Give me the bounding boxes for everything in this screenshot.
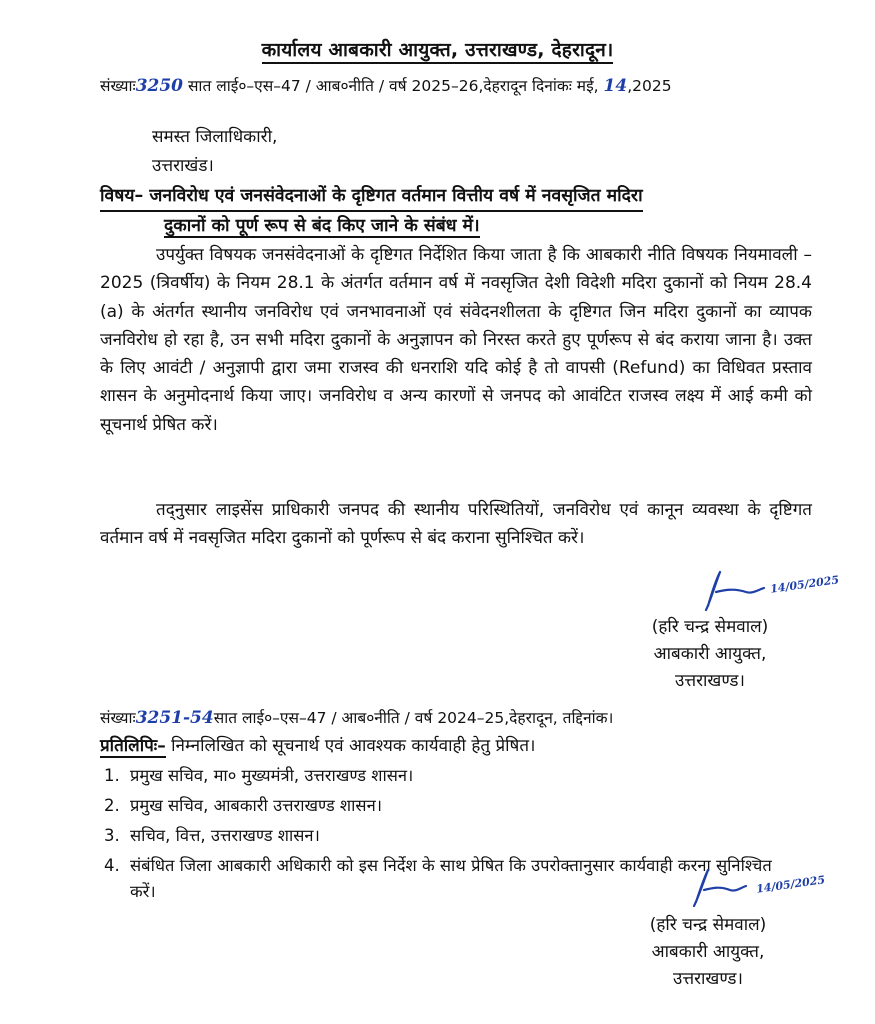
copy-label: प्रतिलिपिः– — [100, 736, 166, 756]
reference2-prefix: संख्याः — [100, 709, 136, 727]
signatory-designation: आबकारी आयुक्त, — [651, 942, 765, 962]
reference2-number: 3251-54 — [135, 708, 214, 728]
copy-to-line — [100, 733, 536, 756]
list-item: 1. प्रमुख सचिव, मा० मुख्यमंत्री, उत्तराखण्ड शासन। — [104, 766, 414, 785]
reference-line — [100, 74, 672, 96]
signatory-name: (हरि चन्द्र सेमवाल) — [651, 617, 769, 637]
reference-year: ,2025 — [627, 77, 672, 95]
reference-text: सात लाई०–एस–47 / आब०नीति / वर्ष 2025–26,देहरादून दिनांकः मई, — [187, 77, 599, 95]
signatory-name: (हरि चन्द्र सेमवाल) — [649, 915, 767, 935]
office-title: कार्यालय आबकारी आयुक्त, उत्तराखण्ड, देहरादून। — [262, 39, 614, 64]
signature-block-2 — [608, 912, 808, 993]
reference-day: 14 — [603, 76, 628, 96]
signature-1-date: 14/05/2025 — [769, 573, 840, 596]
signature-block-1 — [610, 614, 810, 695]
reference-number: 3250 — [135, 76, 184, 96]
subject-line-1: विषय– जनविरोध एवं जनसंवेदनाओं के दृष्टिगत वर्तमान वित्तीय वर्ष में नवसृजित मदिरा — [100, 182, 643, 212]
subject — [100, 182, 812, 240]
addressee-line-1: समस्त जिलाधिकारी, — [152, 127, 278, 147]
signature-2-date: 14/05/2025 — [755, 873, 826, 896]
signatory-place: उत्तराखण्ड। — [675, 671, 745, 691]
body-paragraph-2: तद्नुसार लाइसेंस प्राधिकारी जनपद की स्थानीय परिस्थितियों, जनविरोध एवं कानून व्यवस्था के दृष्टिगत वर्तमान वर्ष में नवसृजित मदिरा दुकानों को पूर्णरूप से बंद कराना सुनिश्चित करें। — [100, 500, 812, 549]
subject-line-2: दुकानों को पूर्ण रूप से बंद किए जाने के संबंध में। — [164, 216, 480, 236]
list-item: 2. प्रमुख सचिव, आबकारी उत्तराखण्ड शासन। — [104, 796, 382, 815]
body-paragraph-1: उपर्युक्त विषयक जनसंवेदनाओं के दृष्टिगत निर्देशित किया जाता है कि आबकारी नीति विषयक नियमावली – 2025 (त्रिवर्षीय) के नियम 28.1 के अंतर्गत वर्तमान वर्ष में नवसृजित देशी विदेशी मदिरा दुकानों को नियम 28.4 (a) के अंतर्गत स्थानीय जनविरोध एवं जनभावनाओं एवं संवेदनशीलता के दृष्टिगत जिन मदिरा दुकानों का व्यापक जनविरोध हो रहा है, उन सभी मदिरा दुकानों के अनुज्ञापन को निरस्त करते हुए पूर्णरूप से बंद कराया जाना है। उक्त के लिए आवंटी / अनुज्ञापी द्वारा जमा राजस्व की धनराशि यदि कोई है तो वापसी (Refund) का विधिवत प्रस्ताव शासन के अनुमोदनार्थ किया जाए। जनविरोध व अन्य कारणों से जनपद को आवंटित राजस्व लक्ष्य में आई कमी को सूचनार्थ प्रेषित करें। — [100, 245, 812, 435]
list-item: 3. सचिव, वित्त, उत्तराखण्ड शासन। — [104, 826, 320, 845]
signatory-designation: आबकारी आयुक्त, — [653, 644, 767, 664]
list-item: 4. संबंधित जिला आबकारी अधिकारी को इस निर्देश के साथ प्रेषित कि उपरोक्तानुसार कार्यवाही करना सुनिश्चित करें। — [104, 856, 772, 901]
reference2-text: सात लाई०–एस–47 / आब०नीति / वर्ष 2024–25,देहरादून, तद्दिनांक। — [213, 709, 614, 727]
addressee-line-2: उत्तराखंड। — [152, 156, 214, 176]
reference-prefix: संख्याः — [100, 77, 136, 95]
reference-line-2 — [100, 706, 613, 728]
copy-intro: निम्नलिखित को सूचनार्थ एवं आवश्यक कार्यवाही हेतु प्रेषित। — [171, 736, 536, 756]
letter-header — [0, 36, 875, 62]
signatory-place: उत्तराखण्ड। — [673, 969, 743, 989]
